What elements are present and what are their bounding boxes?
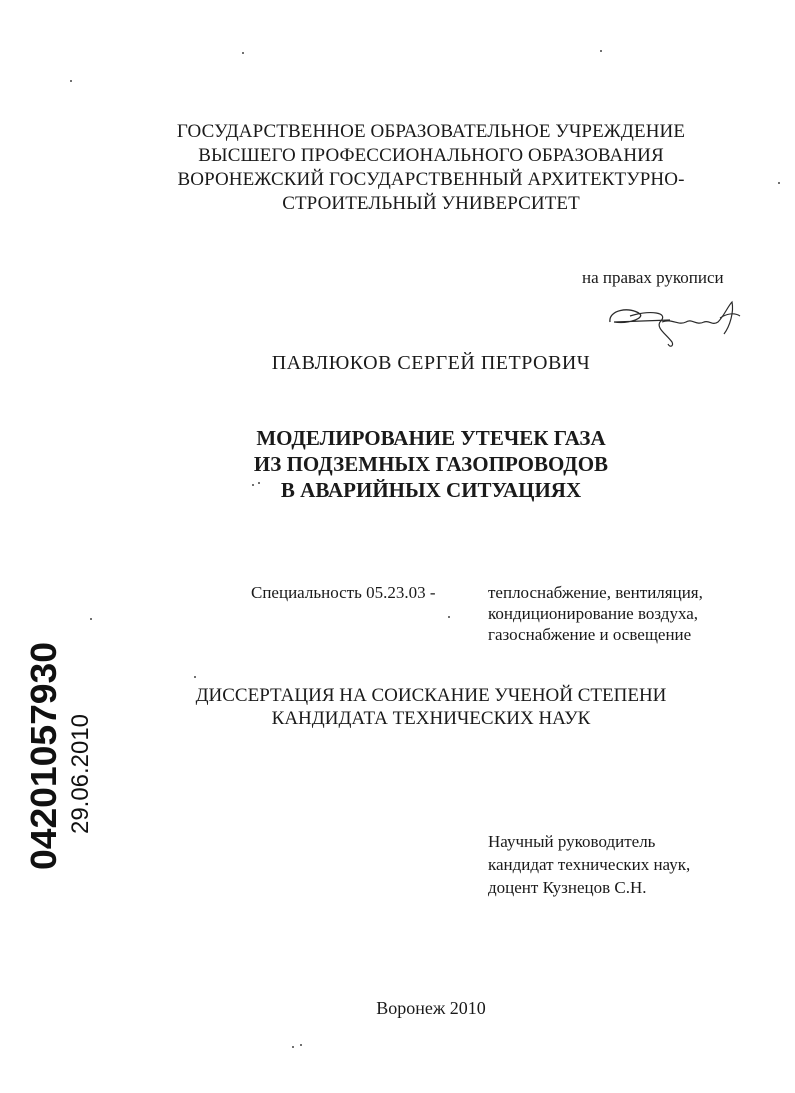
specialty-description — [488, 582, 703, 645]
degree-line-2: КАНДИДАТА ТЕХНИЧЕСКИХ НАУК — [271, 708, 591, 729]
stamp-number: 04201057930 — [23, 649, 64, 870]
handwritten-signature — [600, 292, 750, 352]
stamp-date: 29.06.2010 — [67, 713, 94, 834]
scan-speck — [258, 482, 260, 484]
scan-speck — [778, 182, 780, 184]
supervisor-line-1: Научный руководитель — [488, 832, 656, 851]
specialty-desc-line-1: теплоснабжение, вентиляция, — [488, 583, 703, 602]
supervisor-block — [488, 830, 690, 899]
scan-speck — [448, 616, 450, 618]
manuscript-note: на правах рукописи — [582, 268, 724, 287]
institution-line-2: ВЫСШЕГО ПРОФЕССИОНАЛЬНОГО ОБРАЗОВАНИЯ — [198, 145, 664, 166]
institution-line-4: СТРОИТЕЛЬНЫЙ УНИВЕРСИТЕТ — [282, 193, 580, 214]
degree-statement — [0, 684, 795, 730]
title-line-2: ИЗ ПОДЗЕМНЫХ ГАЗОПРОВОДОВ — [253, 452, 609, 476]
scan-speck — [90, 618, 92, 620]
dissertation-title — [0, 425, 795, 503]
specialty-desc-line-3: газоснабжение и освещение — [488, 625, 692, 644]
specialty-desc-line-2: кондиционирование воздуха, — [488, 604, 699, 623]
supervisor-line-3: доцент Кузнецов С.Н. — [488, 878, 647, 897]
library-stamp — [14, 640, 94, 870]
city-year: Воронеж 2010 — [376, 998, 486, 1018]
scan-speck — [292, 1046, 294, 1048]
title-line-1: МОДЕЛИРОВАНИЕ УТЕЧЕК ГАЗА — [256, 426, 606, 450]
author-name: ПАВЛЮКОВ СЕРГЕЙ ПЕТРОВИЧ — [271, 352, 591, 374]
specialty-label: Специальность 05.23.03 - — [251, 583, 436, 602]
scan-speck — [252, 484, 254, 486]
institution-header — [0, 120, 795, 216]
supervisor-line-2: кандидат технических наук, — [488, 855, 691, 874]
scan-speck — [194, 676, 196, 678]
scan-speck — [242, 52, 244, 54]
title-line-3: В АВАРИЙНЫХ СИТУАЦИЯХ — [280, 478, 582, 502]
scan-speck — [70, 80, 72, 82]
institution-line-3: ВОРОНЕЖСКИЙ ГОСУДАРСТВЕННЫЙ АРХИТЕКТУРНО- — [177, 169, 685, 190]
institution-line-1: ГОСУДАРСТВЕННОЕ ОБРАЗОВАТЕЛЬНОЕ УЧРЕЖДЕНИЕ — [176, 121, 686, 142]
degree-line-1: ДИССЕРТАЦИЯ НА СОИСКАНИЕ УЧЕНОЙ СТЕПЕНИ — [195, 685, 667, 706]
scan-speck — [300, 1044, 302, 1046]
scan-speck — [600, 50, 602, 52]
